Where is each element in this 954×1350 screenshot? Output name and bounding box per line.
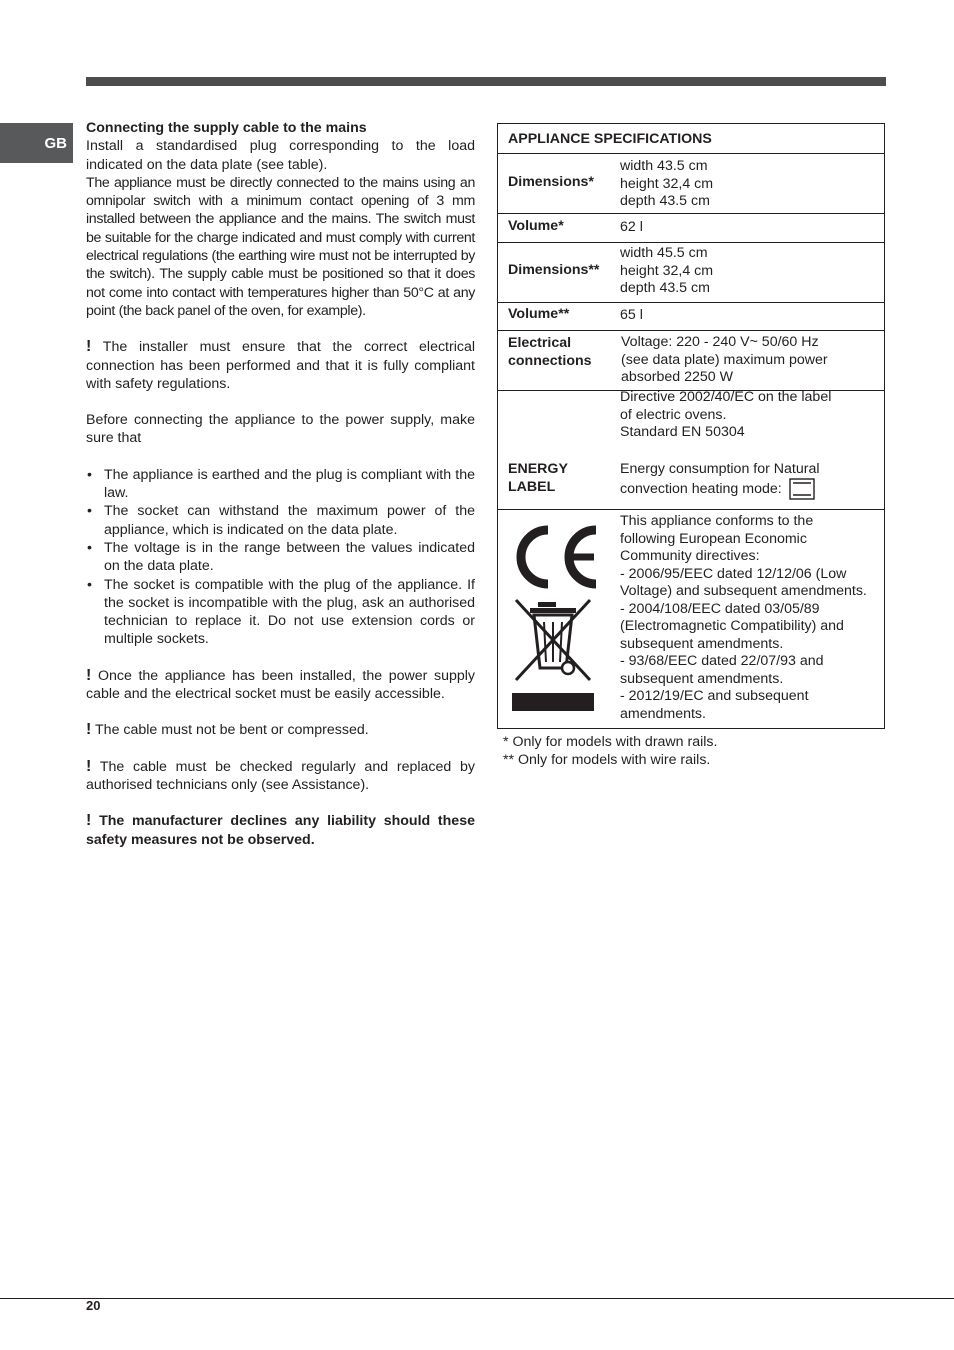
value-line: - 2004/108/EEC dated 03/05/89 bbox=[620, 600, 820, 617]
value-line bbox=[620, 478, 878, 500]
footnote: ** Only for models with wire rails. bbox=[503, 751, 711, 768]
note-bent-text: The cable must not be bent or compressed. bbox=[95, 722, 369, 739]
value-line: depth 43.5 cm bbox=[620, 193, 710, 209]
table-row bbox=[498, 509, 884, 730]
value-line: Directive 2002/40/EC on the label bbox=[620, 389, 832, 405]
row-value bbox=[620, 158, 878, 211]
row-label bbox=[508, 335, 592, 370]
table-row bbox=[498, 302, 884, 331]
note-accessible-text: Once the appliance has been installed, the power supply cable and the electrical socket must be easily accessible. bbox=[86, 667, 475, 703]
value-line-text: convection heating mode: bbox=[620, 480, 782, 497]
value-line: (Electromagnetic Compatibility) and bbox=[620, 618, 844, 634]
paragraph-plug: Install a standardised plug corresponding to the load indicated on the data plate (see table). bbox=[86, 138, 475, 173]
table-row bbox=[498, 213, 884, 243]
value-line: - 2012/19/EC and subsequent bbox=[620, 688, 809, 704]
table-row bbox=[498, 153, 884, 214]
label-line: ENERGY bbox=[508, 461, 568, 477]
left-column bbox=[86, 119, 475, 849]
note-liability bbox=[86, 812, 475, 849]
paragraph-before-connecting: Before connecting the appliance to the power supply, make sure that bbox=[86, 412, 475, 447]
language-tab bbox=[0, 123, 73, 163]
value-line: following European Economic bbox=[620, 530, 807, 547]
label-line: LABEL bbox=[508, 478, 556, 495]
specifications-table bbox=[497, 123, 885, 729]
note-installer-text: The installer must ensure that the correct electrical connection has been performed and that it is fully compliant with safety regulations. bbox=[86, 339, 476, 392]
value-line: width 45.5 cm bbox=[620, 245, 708, 261]
value-line: height 32,4 cm bbox=[620, 262, 714, 279]
value-line: Energy consumption for Natural bbox=[620, 460, 820, 477]
value-line: absorbed 2250 W bbox=[621, 369, 733, 385]
paragraph-switch: The appliance must be directly connected to the mains using an omnipolar switch with a minimum contact opening of 3 mm installed between the appliance and the mains. The switch must be suitable for the charge indicated and must comply with current electrical regulations (the earthing wire must not be interrupted by the switch). The supply cable must be positioned so that it does not come into contact with temperatures higher than 50°C at any point (the back panel of the oven, for example). bbox=[86, 174, 475, 319]
ce-conformity-text bbox=[620, 513, 878, 723]
language-label: GB bbox=[44, 134, 67, 152]
row-label: Volume* bbox=[508, 218, 564, 234]
table-row bbox=[498, 390, 884, 510]
list-item: • The socket can withstand the maximum power of the appliance, which is indicated on the data plate. bbox=[86, 502, 475, 539]
value-line: width 43.5 cm bbox=[620, 158, 708, 174]
value-line: This appliance conforms to the bbox=[620, 513, 814, 529]
row-value: 62 l bbox=[620, 219, 643, 235]
value-line: Voltage) and subsequent amendments. bbox=[620, 583, 867, 599]
weee-black-bar bbox=[512, 693, 594, 711]
list-item: • The voltage is in the range between the values indicated on the data plate. bbox=[86, 539, 475, 576]
value-line: subsequent amendments. bbox=[620, 670, 784, 687]
warning-mark: ! bbox=[86, 338, 92, 356]
label-line: connections bbox=[508, 352, 592, 369]
natural-convection-icon bbox=[789, 478, 815, 500]
value-line: height 32,4 cm bbox=[620, 175, 714, 192]
warning-mark: ! bbox=[86, 721, 92, 739]
note-liability-text: The manufacturer declines any liability should these safety measures not be observed. bbox=[86, 813, 475, 848]
table-header-row bbox=[498, 124, 884, 153]
row-label bbox=[508, 461, 568, 496]
table-row bbox=[498, 242, 884, 303]
value-line: (see data plate) maximum power bbox=[621, 351, 828, 368]
header-bar bbox=[86, 77, 886, 86]
row-label: Dimensions* bbox=[508, 174, 594, 190]
checklist bbox=[86, 466, 475, 649]
value-line: - 2006/95/EEC dated 12/12/06 (Low bbox=[620, 565, 847, 582]
row-value bbox=[621, 334, 878, 387]
row-value: 65 l bbox=[620, 307, 643, 323]
footnote: * Only for models with drawn rails. bbox=[503, 734, 718, 750]
row-value bbox=[620, 245, 878, 298]
value-line: depth 43.5 cm bbox=[620, 280, 710, 296]
warning-mark: ! bbox=[86, 757, 92, 775]
footnotes bbox=[503, 734, 717, 769]
section-heading: Connecting the supply cable to the mains bbox=[86, 120, 367, 136]
label-line: Electrical bbox=[508, 335, 572, 351]
row-label: Dimensions** bbox=[508, 262, 600, 278]
value-line: of electric ovens. bbox=[620, 406, 727, 423]
value-line: Community directives: bbox=[620, 548, 760, 564]
ce-mark-icon bbox=[510, 522, 600, 592]
warning-mark: ! bbox=[86, 812, 92, 830]
footer-rule bbox=[0, 1298, 954, 1299]
value-line: - 93/68/EEC dated 22/07/93 and bbox=[620, 653, 824, 669]
value-line: Voltage: 220 - 240 V~ 50/60 Hz bbox=[621, 334, 819, 350]
row-value bbox=[620, 389, 878, 500]
value-line: Standard EN 50304 bbox=[620, 424, 745, 440]
list-item: • The socket is compatible with the plug of the appliance. If the socket is incompatible with the plug, ask an authorised technician to replace it. Do not use extension cords or multiple sockets. bbox=[86, 576, 475, 649]
note-bent bbox=[86, 721, 475, 739]
note-checked bbox=[86, 758, 475, 795]
page-number: 20 bbox=[86, 1298, 101, 1313]
note-checked-text: The cable must be checked regularly and replaced by authorised technicians only (see Assistance). bbox=[86, 758, 475, 793]
value-line: amendments. bbox=[620, 705, 706, 722]
value-line: subsequent amendments. bbox=[620, 635, 784, 652]
crossed-out-wheelie-bin-icon bbox=[512, 598, 596, 686]
note-installer bbox=[86, 338, 475, 393]
table-row bbox=[498, 330, 884, 391]
list-item: • The appliance is earthed and the plug is compliant with the law. bbox=[86, 466, 475, 503]
row-label: Volume** bbox=[508, 306, 570, 322]
warning-mark: ! bbox=[86, 666, 92, 684]
table-title: APPLIANCE SPECIFICATIONS bbox=[508, 131, 712, 147]
note-accessible bbox=[86, 667, 475, 704]
